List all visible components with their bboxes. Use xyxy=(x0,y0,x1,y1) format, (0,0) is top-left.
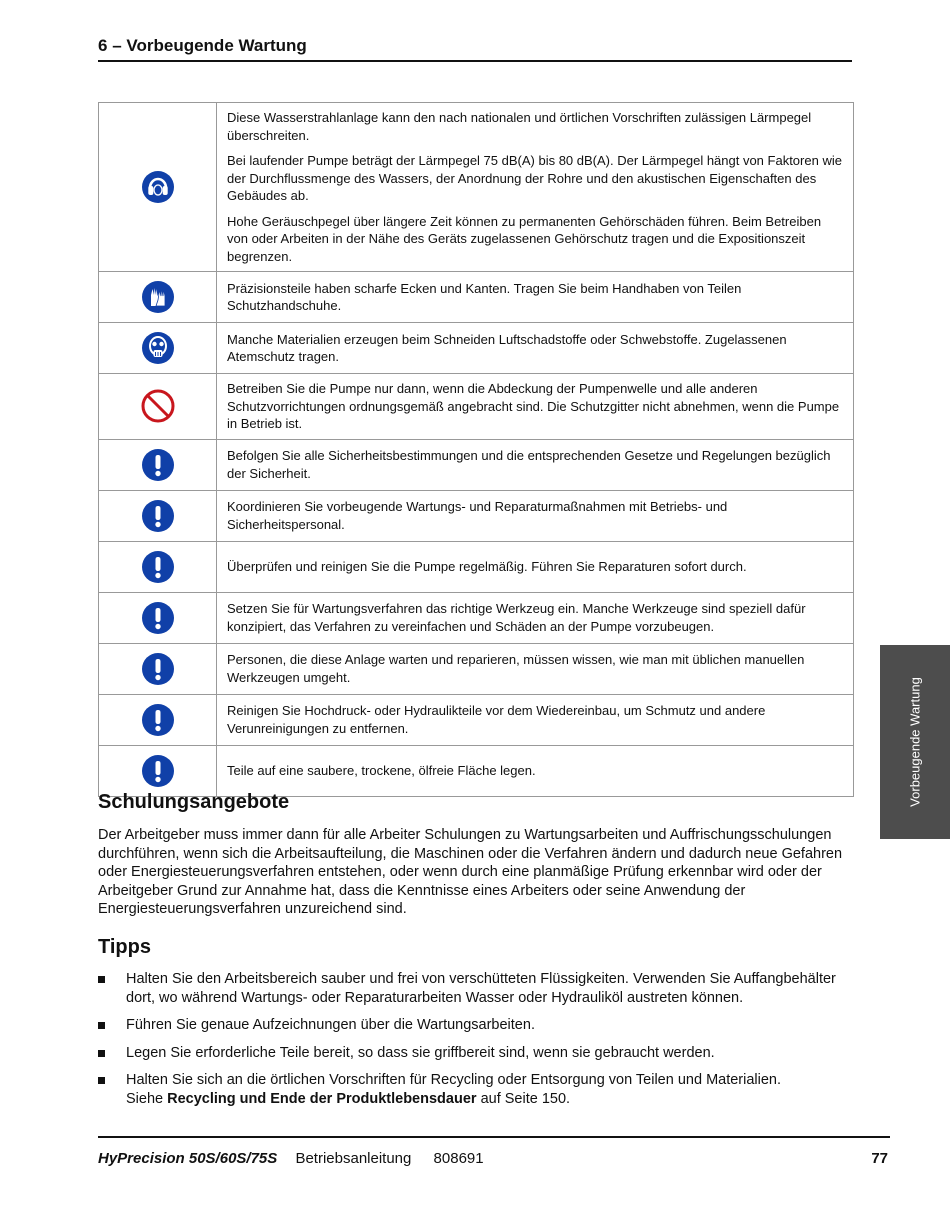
bullet-icon xyxy=(98,1022,105,1029)
tip-text: Halten Sie sich an die örtlichen Vorschriften für Recycling oder Entsorgung von Teilen und Materialien. xyxy=(126,1072,782,1089)
safety-paragraph: Setzen Sie für Wartungsverfahren das richtige Werkzeug ein. Manche Werkzeuge sind speziell dafür konzipiert, das Verfahren zu vereinfachen und Schäden an der Pumpe vorzubeugen. xyxy=(227,601,806,634)
exclamation-icon xyxy=(99,541,217,592)
prohibition-icon xyxy=(99,374,217,440)
document-number: 808691 xyxy=(433,1150,484,1167)
page-header xyxy=(98,36,852,62)
safety-row xyxy=(99,323,854,374)
see-prefix: Siehe xyxy=(126,1090,164,1107)
safety-text xyxy=(217,272,854,323)
respirator-icon xyxy=(99,323,217,374)
safety-text xyxy=(217,323,854,374)
safety-paragraph: Diese Wasserstrahlanlage kann den nach nationalen und örtlichen Vorschriften zulässigen Lärmpegel überschreiten. xyxy=(227,110,812,143)
gloves-icon xyxy=(99,272,217,323)
safety-paragraph: Überprüfen und reinigen Sie die Pumpe regelmäßig. Führen Sie Reparaturen sofort durch. xyxy=(227,558,747,574)
product-name: HyPrecision 50S/60S/75S xyxy=(98,1150,278,1167)
tips-list xyxy=(98,970,858,1118)
page-number: 77 xyxy=(871,1150,888,1167)
safety-row xyxy=(99,694,854,745)
cross-reference-link[interactable]: Recycling und Ende der Produktlebensdauer xyxy=(167,1090,477,1107)
safety-row xyxy=(99,745,854,796)
safety-text xyxy=(217,103,854,272)
safety-row xyxy=(99,643,854,694)
tip-text: Führen Sie genaue Aufzeichnungen über die Wartungsarbeiten. xyxy=(126,1017,535,1034)
tip-item xyxy=(98,1016,858,1035)
exclamation-icon xyxy=(99,592,217,643)
safety-text xyxy=(217,439,854,490)
safety-paragraph: Befolgen Sie alle Sicherheitsbestimmungen und die entsprechenden Gesetze und Regelungen bezüglich der Sicherheit. xyxy=(227,448,831,481)
tip-item xyxy=(98,970,858,1007)
safety-text xyxy=(217,592,854,643)
safety-text xyxy=(217,643,854,694)
tips-title: Tipps xyxy=(98,936,151,958)
safety-paragraph: Hohe Geräuschpegel über längere Zeit können zu permanenten Gehörschäden führen. Beim Betreiben von oder Arbeiten in der Nähe des Geräts zugelassenen Gehörschutz tragen und die Expositionszeit begrenzen. xyxy=(227,213,822,264)
footer-divider xyxy=(98,1136,890,1138)
side-tab[interactable] xyxy=(880,645,950,839)
chapter-title: Vorbeugende Wartung xyxy=(126,36,307,55)
exclamation-icon xyxy=(99,490,217,541)
safety-row xyxy=(99,374,854,440)
training-body: Der Arbeitgeber muss immer dann für alle Arbeiter Schulungen zu Wartungsarbeiten und Auffrischungsschulungen durchführen, wenn sich die Arbeitsaufteilung, die Maschinen oder die Verfahren ändern und dadurch neue Gefahren oder Energiesteuerungsverfahren entstehen, oder wenn durch eine planmäßige Prüfung erkennbar wird oder der Arbeitgeber Grund zur Annahme hat, dass die Kenntnisse eines Arbeiters oder seine Anwendung der Energiesteuerungsverfahren unzureichend sind. xyxy=(98,827,843,918)
safety-text xyxy=(217,694,854,745)
safety-text xyxy=(217,541,854,592)
exclamation-icon xyxy=(99,694,217,745)
safety-text xyxy=(217,745,854,796)
page-footer xyxy=(98,1150,890,1167)
tip-item xyxy=(98,1044,858,1063)
tip-text: Legen Sie erforderliche Teile bereit, so dass sie griffbereit sind, wenn sie gebraucht werden. xyxy=(126,1044,715,1061)
tip-item xyxy=(98,1071,858,1108)
safety-table xyxy=(98,102,854,797)
chapter-separator: – xyxy=(112,36,122,55)
safety-row xyxy=(99,490,854,541)
hearing-protection-icon xyxy=(99,103,217,272)
chapter-number: 6 xyxy=(98,36,108,55)
exclamation-icon xyxy=(99,439,217,490)
exclamation-icon xyxy=(99,745,217,796)
safety-row xyxy=(99,272,854,323)
safety-paragraph: Reinigen Sie Hochdruck- oder Hydraulikteile vor dem Wiedereinbau, um Schmutz und andere Verunreinigungen zu entfernen. xyxy=(227,703,766,736)
side-tab-label: Vorbeugende Wartung xyxy=(907,677,923,807)
safety-paragraph: Manche Materialien erzeugen beim Schneiden Luftschadstoffe oder Schwebstoffe. Zugelassenen Atemschutz tragen. xyxy=(227,331,787,364)
tip-text: Halten Sie den Arbeitsbereich sauber und frei von verschütteten Flüssigkeiten. Verwenden Sie Auffangbehälter dort, wo während Wartungs- oder Reparaturarbeiten Wasser oder Hydrauliköl austreten können. xyxy=(126,971,836,1006)
safety-text xyxy=(217,490,854,541)
safety-row xyxy=(99,439,854,490)
exclamation-icon xyxy=(99,643,217,694)
safety-row xyxy=(99,103,854,272)
safety-paragraph: Bei laufender Pumpe beträgt der Lärmpegel 75 dB(A) bis 80 dB(A). Der Lärmpegel hängt von Faktoren wie der Durchflussmenge des Wassers, der Anordnung der Rohre und den akustischen Eigenschaften des Gebäudes ab. xyxy=(227,153,842,203)
safety-paragraph: Präzisionsteile haben scharfe Ecken und Kanten. Tragen Sie beim Handhaben von Teilen Schutzhandschuhe. xyxy=(227,280,742,313)
link-suffix: auf Seite 150. xyxy=(480,1090,571,1107)
safety-row xyxy=(99,541,854,592)
bullet-icon xyxy=(98,976,105,983)
safety-text xyxy=(217,374,854,440)
safety-paragraph: Betreiben Sie die Pumpe nur dann, wenn die Abdeckung der Pumpenwelle und alle anderen Schutzvorrichtungen ordnungsgemäß angebracht sind. Die Schutzgitter nicht abnehmen, wenn die Pumpe in Betrieb ist. xyxy=(227,381,840,431)
safety-row xyxy=(99,592,854,643)
bullet-icon xyxy=(98,1077,105,1084)
manual-name: Betriebsanleitung xyxy=(295,1150,412,1167)
bullet-icon xyxy=(98,1050,105,1057)
training-title: Schulungsangebote xyxy=(98,791,290,813)
safety-paragraph: Koordinieren Sie vorbeugende Wartungs- und Reparaturmaßnahmen mit Betriebs- und Sicherheitspersonal. xyxy=(227,499,728,532)
safety-paragraph: Teile auf eine saubere, trockene, ölfreie Fläche legen. xyxy=(227,762,536,778)
safety-paragraph: Personen, die diese Anlage warten und reparieren, müssen wissen, wie man mit üblichen manuellen Werkzeugen umgeht. xyxy=(227,652,805,685)
